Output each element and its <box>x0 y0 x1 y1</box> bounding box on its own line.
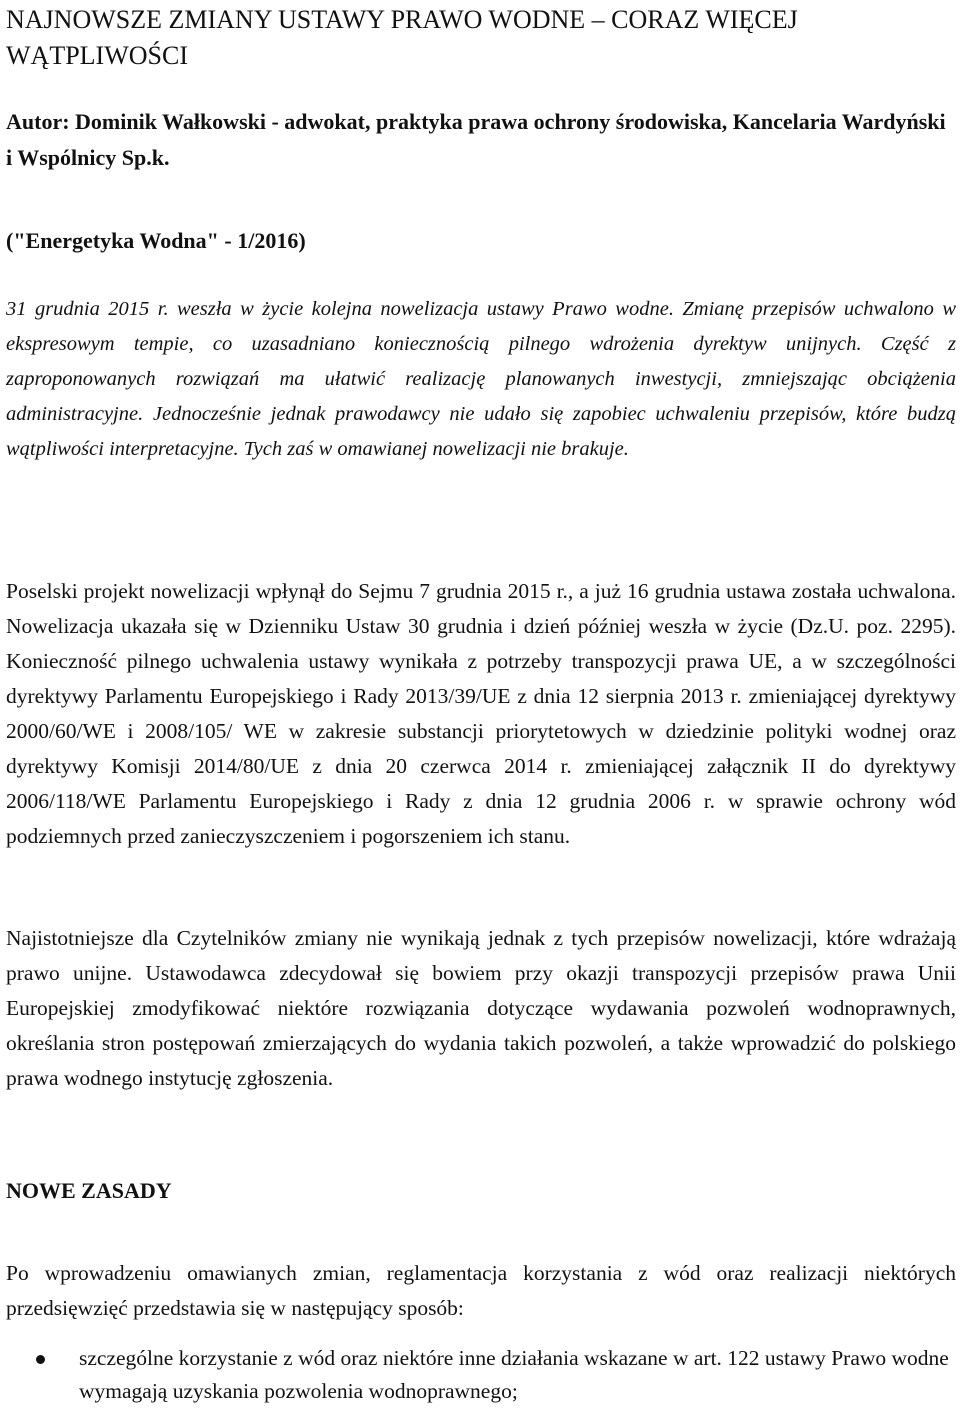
bullet-list <box>6 1342 956 1408</box>
bullet-icon <box>36 1355 45 1364</box>
section-intro-paragraph: Po wprowadzeniu omawianych zmian, reglamentacja korzystania z wód oraz realizacji niektórych przedsięwzięć przedstawia się w następujący sposób: <box>6 1261 956 1320</box>
section-heading: NOWE ZASADY <box>6 1178 172 1203</box>
source-line: ("Energetyka Wodna" - 1/2016) <box>6 228 306 253</box>
document-page <box>6 0 956 1403</box>
body-paragraph-2: Najistotniejsze dla Czytelników zmiany nie wynikają jednak z tych przepisów nowelizacji, które wdrażają prawo unijne. Ustawodawca zdecydował się bowiem przy okazji transpozycji przepisów prawa Unii Europejskiej zmodyfikować niektóre rozwiązania dotyczące wydawania pozwoleń wodnoprawnych, określania stron postępowań zmierzających do wydania takich pozwoleń, a także wprowadzić do polskiego prawa wodnego instytucję zgłoszenia. <box>6 926 956 1090</box>
author-line: Autor: Dominik Wałkowski - adwokat, praktyka prawa ochrony środowiska, Kancelaria Wardyński i Wspólnicy Sp.k. <box>6 109 946 170</box>
lead-paragraph: 31 grudnia 2015 r. weszła w życie kolejna nowelizacja ustawy Prawo wodne. Zmianę przepisów uchwalono w ekspresowym tempie, co uzasadniano koniecznością pilnego wdrożenia dyrektyw unijnych. Część z zaproponowanych rozwiązań ma ułatwić realizację planowanych inwestycji, zmniejszając obciążenia administracyjne. Jednocześnie jednak prawodawcy nie udało się zapobiec uchwaleniu przepisów, które budzą wątpliwości interpretacyjne. Tych zaś w omawianej nowelizacji nie brakuje. <box>6 298 956 460</box>
list-item-text: szczególne korzystanie z wód oraz niektóre inne działania wskazane w art. 122 ustawy Prawo wodne wymagają uzyskania pozwolenia wodnoprawnego; <box>79 1346 949 1403</box>
body-paragraph-1: Poselski projekt nowelizacji wpłynął do Sejmu 7 grudnia 2015 r., a już 16 grudnia ustawa została uchwalona. Nowelizacja ukazała się w Dzienniku Ustaw 30 grudnia i dzień później weszła w życie (Dz.U. poz. 2295). Konieczność pilnego uchwalenia ustawy wynikała z potrzeby transpozycji prawa UE, a w szczególności dyrektywy Parlamentu Europejskiego i Rady 2013/39/UE z dnia 12 sierpnia 2013 r. zmieniającej dyrektywy 2000/60/WE i 2008/105/ WE w zakresie substancji priorytetowych w dziedzinie polityki wodnej oraz dyrektywy Komisji 2014/80/UE z dnia 20 czerwca 2014 r. zmieniającej załącznik II do dyrektywy 2006/118/WE Parlamentu Europejskiego i Rady z dnia 12 grudnia 2006 r. w sprawie ochrony wód podziemnych przed zanieczyszczeniem i pogorszeniem ich stanu. <box>6 579 956 848</box>
list-item <box>6 1342 956 1408</box>
document-title: NAJNOWSZE ZMIANY USTAWY PRAWO WODNE – CORAZ WIĘCEJ WĄTPLIWOŚCI <box>6 5 798 70</box>
